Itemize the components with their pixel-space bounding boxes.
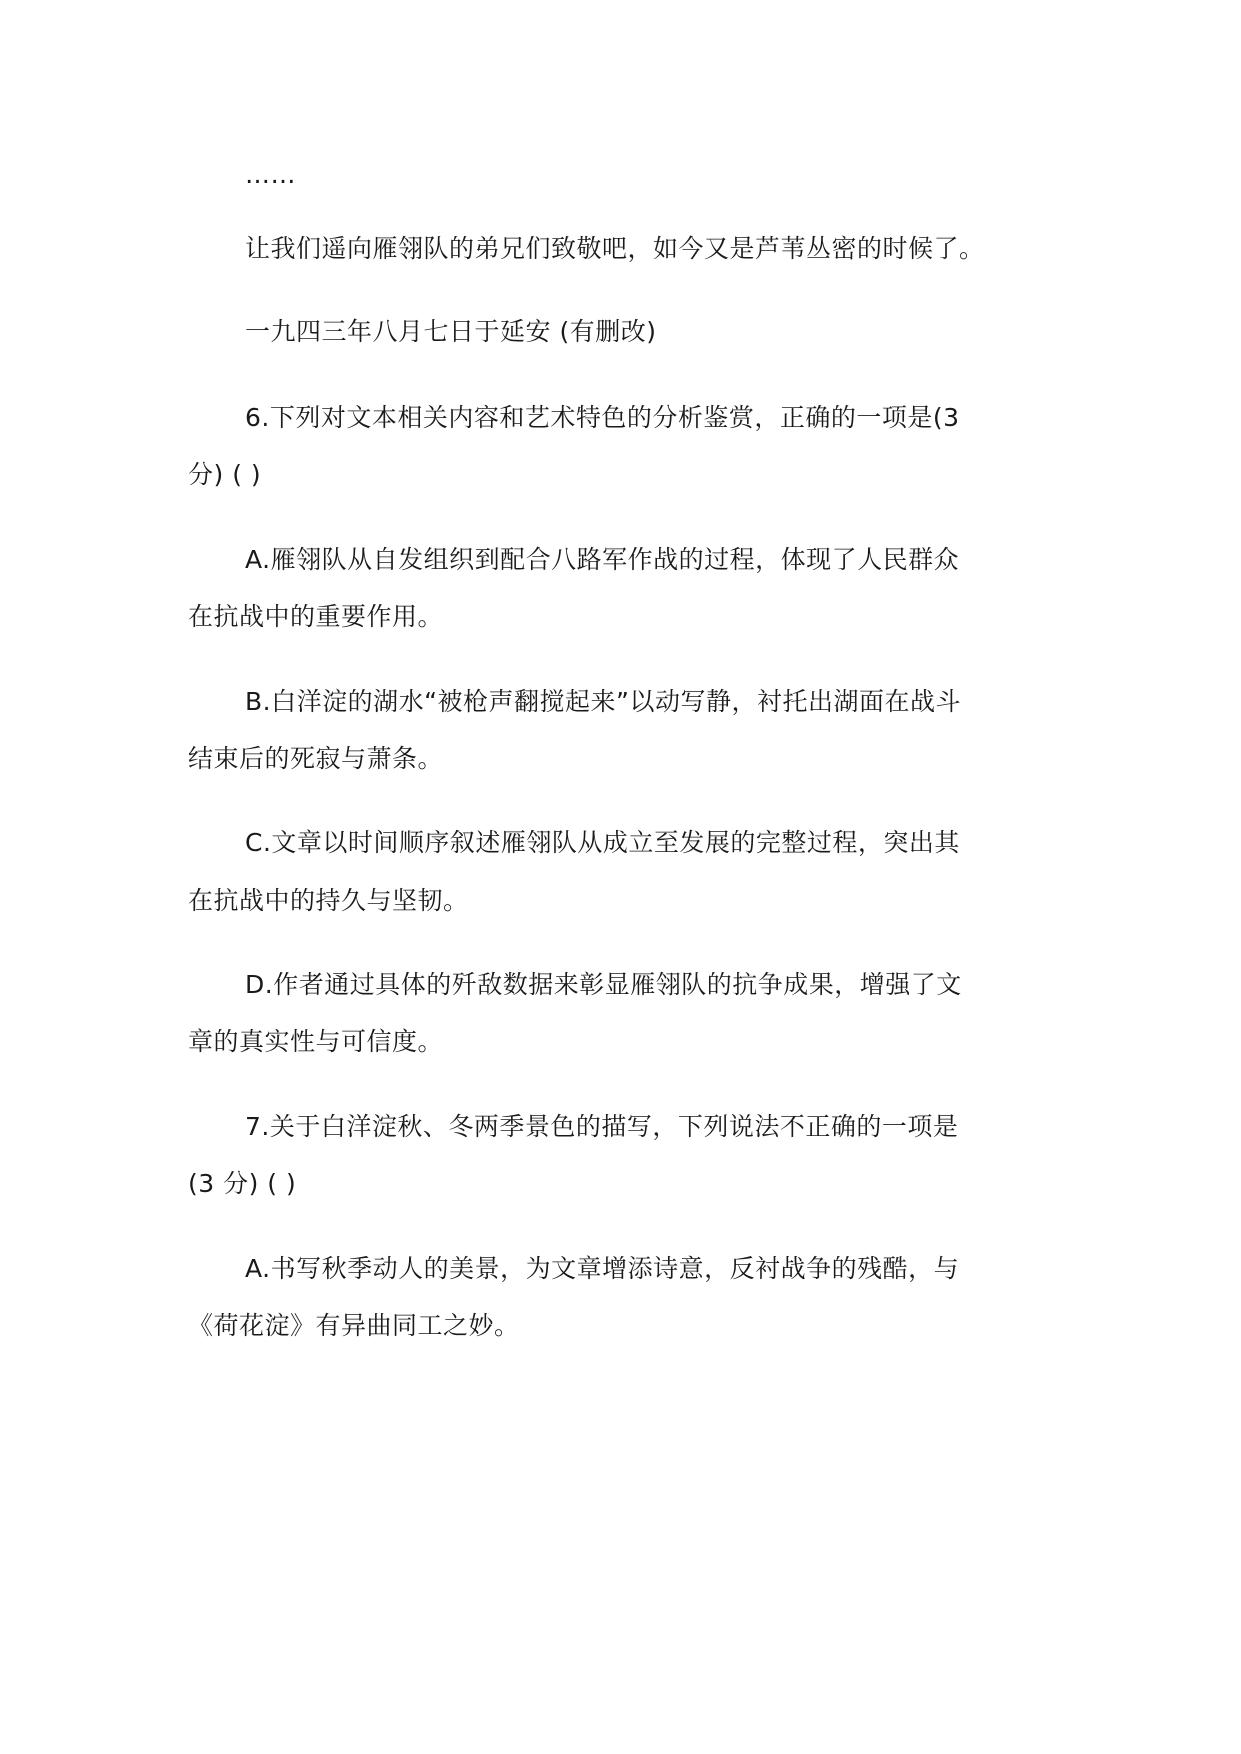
ellipsis-text: …… [245,160,296,189]
question-7-option-a-line1: A.书写秋季动人的美景，为文章增添诗意，反衬战争的残酷，与 [245,1254,960,1283]
question-6-option-c-line1: C.文章以时间顺序叙述雁翎队从成立至发展的完整过程，突出其 [245,828,960,857]
question-6-stem-line1: 6.下列对文本相关内容和艺术特色的分析鉴赏，正确的一项是(3 [245,403,960,432]
question-6-option-c-line2: 在抗战中的持久与坚韧。 [188,886,469,915]
question-6-option-b-line1: B.白洋淀的湖水“被枪声翻搅起来”以动写静，衬托出湖面在战斗 [245,687,962,716]
question-7-option-a-line2: 《荷花淀》有异曲同工之妙。 [188,1311,520,1340]
dateline: 一九四三年八月七日于延安 (有删改) [245,317,657,346]
question-6-option-a-line2: 在抗战中的重要作用。 [188,602,444,631]
salute-paragraph: 让我们遥向雁翎队的弟兄们致敬吧，如今又是芦苇丛密的时候了。 [245,234,985,263]
question-7-stem-line2: (3 分) ( ) [188,1169,297,1198]
question-6-option-a-line1: A.雁翎队从自发组织到配合八路军作战的过程，体现了人民群众 [245,545,960,574]
question-6-option-b-line2: 结束后的死寂与萧条。 [188,744,444,773]
question-7-stem-line1: 7.关于白洋淀秋、冬两季景色的描写，下列说法不正确的一项是 [245,1112,959,1141]
question-6-option-d-line1: D.作者通过具体的歼敌数据来彰显雁翎队的抗争成果，增强了文 [245,970,962,999]
question-6-option-d-line2: 章的真实性与可信度。 [188,1027,444,1056]
question-6-stem-line2: 分) ( ) [188,460,262,489]
